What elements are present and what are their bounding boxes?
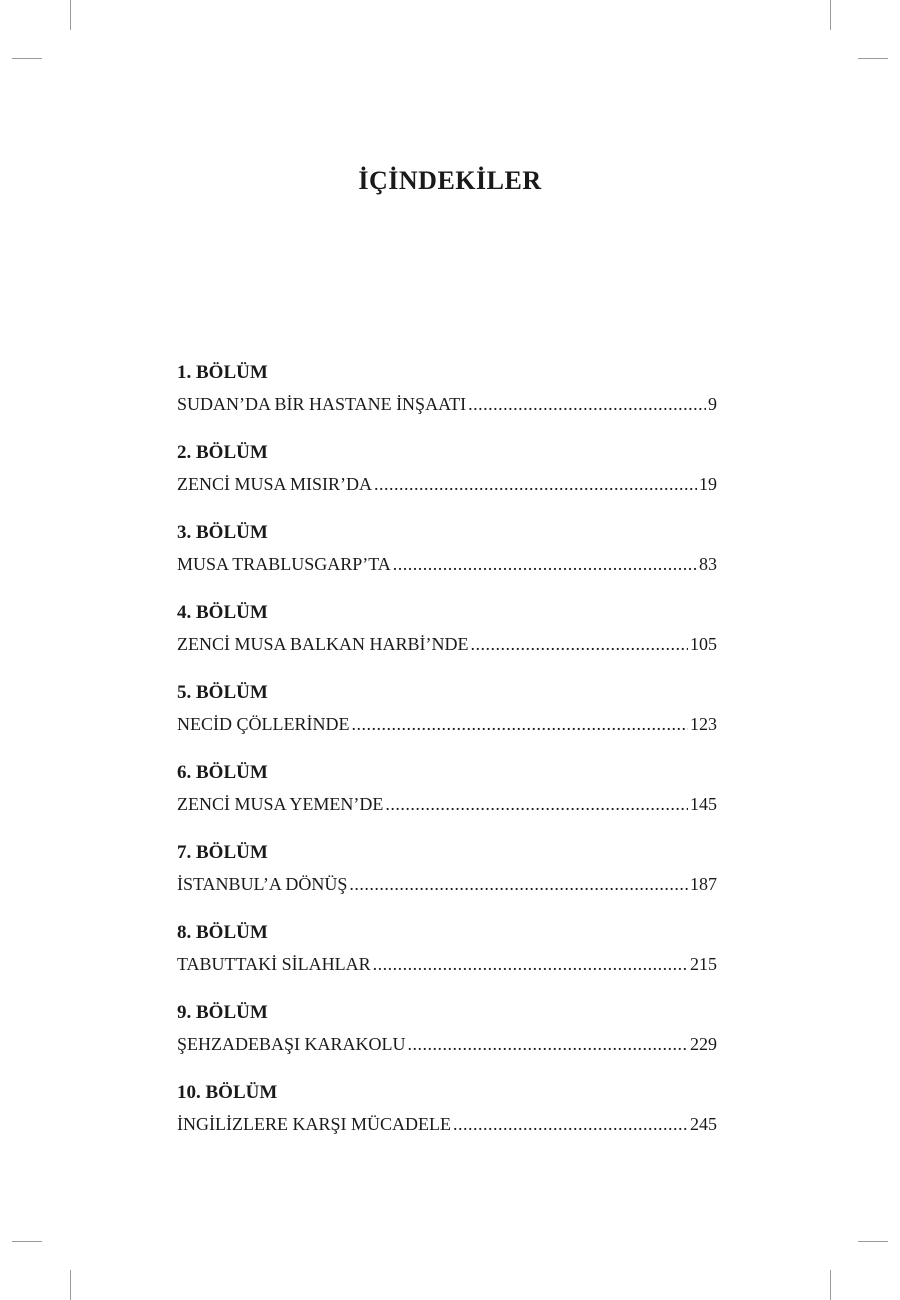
page-number: 229 bbox=[690, 1034, 717, 1054]
chapter-line bbox=[177, 472, 717, 496]
chapter-line bbox=[177, 712, 717, 736]
crop-mark-top-left bbox=[12, 58, 42, 59]
chapter-label: 2. BÖLÜM bbox=[177, 442, 268, 463]
chapter-label: 7. BÖLÜM bbox=[177, 842, 268, 863]
dot-leader bbox=[393, 552, 697, 576]
chapter-label: 8. BÖLÜM bbox=[177, 922, 268, 943]
chapter-label: 5. BÖLÜM bbox=[177, 682, 268, 703]
page-number: 187 bbox=[690, 874, 717, 894]
chapter-title: NECİD ÇÖLLERİNDE bbox=[177, 714, 350, 734]
dot-leader bbox=[408, 1032, 689, 1056]
chapter-line bbox=[177, 392, 717, 416]
crop-mark-top-left bbox=[70, 0, 71, 30]
chapter-title: ZENCİ MUSA BALKAN HARBİ’NDE bbox=[177, 634, 469, 654]
toc-entry bbox=[177, 1000, 717, 1080]
page-number: 105 bbox=[690, 634, 717, 654]
toc-entry bbox=[177, 840, 717, 920]
table-of-contents bbox=[177, 360, 717, 1160]
dot-leader bbox=[471, 632, 689, 656]
chapter-line bbox=[177, 552, 717, 576]
toc-entry bbox=[177, 440, 717, 520]
chapter-title: ZENCİ MUSA YEMEN’DE bbox=[177, 794, 384, 814]
chapter-line bbox=[177, 632, 717, 656]
crop-mark-top-right bbox=[830, 0, 831, 30]
chapter-line bbox=[177, 1112, 717, 1136]
toc-entry bbox=[177, 1080, 717, 1160]
crop-mark-bottom-right bbox=[858, 1241, 888, 1242]
toc-entry bbox=[177, 680, 717, 760]
page-number: 145 bbox=[690, 794, 717, 814]
toc-entry bbox=[177, 360, 717, 440]
page-title: İÇİNDEKİLER bbox=[358, 166, 542, 195]
chapter-line bbox=[177, 1032, 717, 1056]
chapter-line bbox=[177, 792, 717, 816]
dot-leader bbox=[453, 1112, 688, 1136]
chapter-label: 9. BÖLÜM bbox=[177, 1002, 268, 1023]
crop-mark-top-right bbox=[858, 58, 888, 59]
page-number: 245 bbox=[690, 1114, 717, 1134]
chapter-title: MUSA TRABLUSGARP’TA bbox=[177, 554, 391, 574]
crop-mark-bottom-left bbox=[70, 1270, 71, 1300]
chapter-label: 1. BÖLÜM bbox=[177, 362, 268, 383]
page-number: 83 bbox=[699, 554, 717, 574]
chapter-label: 6. BÖLÜM bbox=[177, 762, 268, 783]
page-number: 19 bbox=[699, 474, 717, 494]
dot-leader bbox=[349, 872, 688, 896]
chapter-label: 4. BÖLÜM bbox=[177, 602, 268, 623]
chapter-title: SUDAN’DA BİR HASTANE İNŞAATI bbox=[177, 394, 467, 414]
dot-leader bbox=[351, 712, 688, 736]
toc-entry bbox=[177, 600, 717, 680]
chapter-title: İNGİLİZLERE KARŞI MÜCADELE bbox=[177, 1114, 451, 1134]
chapter-title: ZENCİ MUSA MISIR’DA bbox=[177, 474, 373, 494]
chapter-line bbox=[177, 872, 717, 896]
dot-leader bbox=[468, 392, 706, 416]
chapter-title: TABUTTAKİ SİLAHLAR bbox=[177, 954, 371, 974]
crop-mark-bottom-right bbox=[830, 1270, 831, 1300]
dot-leader bbox=[385, 792, 688, 816]
toc-entry bbox=[177, 760, 717, 840]
page-number: 215 bbox=[690, 954, 717, 974]
chapter-line bbox=[177, 952, 717, 976]
toc-entry bbox=[177, 520, 717, 600]
crop-mark-bottom-left bbox=[12, 1241, 42, 1242]
toc-entry bbox=[177, 920, 717, 1000]
chapter-label: 10. BÖLÜM bbox=[177, 1082, 278, 1103]
chapter-label: 3. BÖLÜM bbox=[177, 522, 268, 543]
chapter-title: İSTANBUL’A DÖNÜŞ bbox=[177, 874, 348, 894]
dot-leader bbox=[374, 472, 697, 496]
dot-leader bbox=[373, 952, 688, 976]
page-number: 9 bbox=[708, 394, 717, 414]
page-number: 123 bbox=[690, 714, 717, 734]
chapter-title: ŞEHZADEBAŞI KARAKOLU bbox=[177, 1034, 406, 1054]
